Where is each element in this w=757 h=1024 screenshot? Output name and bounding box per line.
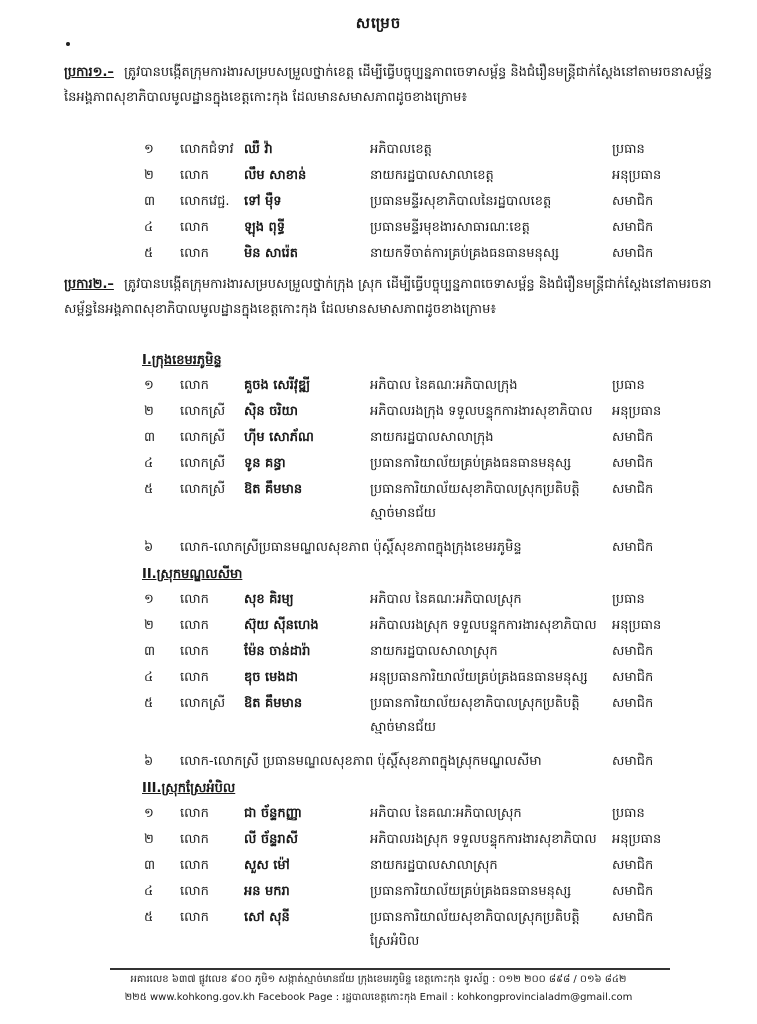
member-group-description: លោក-លោកស្រីប្រធានមណ្ឌលសុខភាព ប៉ុស្តិ៍សុខភាពក្នុងក្រុងខេមរភូមិន្ទ (180, 540, 522, 555)
member-number: ១ (144, 142, 154, 157)
member-honorific: លោក (180, 806, 209, 821)
member-name: គួចង សេរីវុឌ្ឍី (244, 378, 311, 393)
member-honorific: លោក (180, 644, 209, 659)
member-role: អភិបាលរងស្រុក ទទួលបន្ទុកការងារសុខាភិបាល (370, 832, 597, 847)
member-position: សមាជិក (612, 194, 654, 209)
member-name: ស៊ុយ ស៊ីនហេង (244, 618, 319, 633)
member-name: លី ច័ន្ទរាសី (244, 832, 299, 847)
member-role: អនុប្រធានការិយាល័យគ្រប់គ្រងធនធានមនុស្ស (370, 670, 588, 685)
section-heading: III.ស្រុកស្រែអំបិល (142, 781, 236, 796)
member-honorific: លោកស្រី (180, 696, 226, 711)
member-number: ៦ (144, 754, 154, 769)
member-role: ប្រធានការិយាល័យសុខាភិបាលស្រុកប្រតិបត្តិ (370, 910, 580, 925)
member-name: លឹម សាខាន់ (244, 168, 307, 183)
member-row (144, 802, 714, 826)
member-row (144, 828, 714, 852)
member-name: មិន សារ៉េត (244, 246, 299, 261)
member-honorific: លោក (180, 910, 209, 925)
member-honorific: លោកស្រី (180, 456, 226, 471)
member-role: ប្រធានការិយាល័យគ្រប់គ្រងធនធានមនុស្ស (370, 456, 572, 471)
member-position: ប្រធាន (612, 806, 645, 821)
footer-divider (110, 968, 670, 970)
member-role: អភិបាលខេត្ត (370, 142, 432, 157)
member-number: ៦ (144, 540, 154, 555)
member-number: ១ (144, 378, 154, 393)
section-heading: II.ស្រុកមណ្ឌលសីមា (142, 567, 243, 582)
member-row (144, 374, 714, 398)
member-role-continued: ស្មាច់មានជ័យ (370, 720, 437, 735)
member-name: សុខ គិរម្យ (244, 592, 294, 607)
member-number: ៣ (144, 194, 156, 209)
member-role: ប្រធានការិយាល័យគ្រប់គ្រងធនធានមនុស្ស (370, 884, 572, 899)
member-honorific: លោក (180, 884, 209, 899)
member-number: ៤ (144, 456, 154, 471)
member-row (144, 400, 714, 424)
member-name: ទូន គន្ធា (244, 456, 286, 471)
member-number: ៥ (144, 246, 154, 261)
member-number: ២ (144, 168, 154, 183)
member-row (144, 164, 714, 188)
member-role: អភិបាលរងស្រុក ទទួលបន្ទុកការងារសុខាភិបាល (370, 618, 597, 633)
member-role: នាយករដ្ឋបាលសាលាស្រុក (370, 644, 498, 659)
member-honorific: លោក (180, 670, 209, 685)
member-position: សមាជិក (612, 220, 654, 235)
member-name: សួស ម៉ៅ (244, 858, 290, 873)
member-position: សមាជិក (612, 482, 654, 497)
member-name: ហ៊ីម សោភ័ណ (244, 430, 314, 445)
member-honorific: លោកវេជ្ជ. (180, 194, 230, 209)
member-name: សៅ សុនី (244, 910, 290, 925)
member-honorific: លោកស្រី (180, 482, 226, 497)
member-name: ម៉ែន ចាន់ដារ៉ា (244, 644, 311, 659)
member-row-group (144, 536, 714, 560)
member-position: សមាជិក (612, 246, 654, 261)
member-position: សមាជិក (612, 670, 654, 685)
member-number: ២ (144, 618, 154, 633)
member-position: អនុប្រធាន (612, 404, 662, 419)
member-honorific: លោក (180, 832, 209, 847)
member-number: ៣ (144, 430, 156, 445)
member-row (144, 640, 714, 664)
member-role: អភិបាល នៃគណៈអភិបាលក្រុង (370, 378, 518, 393)
article-1 (64, 60, 714, 110)
bullet-mark (66, 42, 70, 46)
member-row (144, 190, 714, 214)
member-position: អនុប្រធាន (612, 168, 662, 183)
member-name: ឈឺ វ៉ា (244, 142, 273, 157)
member-honorific: លោក (180, 378, 209, 393)
member-honorific: លោក (180, 220, 209, 235)
member-role: ប្រធានការិយាល័យសុខាភិបាលស្រុកប្រតិបត្តិ (370, 696, 580, 711)
member-row (144, 854, 714, 878)
member-role: នាយកទីចាត់ការគ្រប់គ្រងធនធានមនុស្ស (370, 246, 560, 261)
member-name: ឌុច មេងដា (244, 670, 299, 685)
member-honorific: លោក (180, 246, 209, 261)
member-role-continued: ស្រែអំបិល (370, 934, 420, 949)
member-position: សមាជិក (612, 540, 654, 555)
member-role: ប្រធានមន្ទីរមុខងារសាធារណៈខេត្ត (370, 220, 530, 235)
member-position: អនុប្រធាន (612, 832, 662, 847)
footer-address: អគារលេខ ៦៣៧ ផ្លូវលេខ ៩០០ ភូមិ១ សង្កាត់ស្មាច់មានជ័យ ក្រុងខេមរភូមិន្ទ ខេត្តកោះកុង ទូរស័ព្ទ : ០១២ ២០០ ៨៩៨ / ០១៦ ៨៤២ (130, 974, 627, 985)
article-1-text: ត្រូវបានបង្កើតក្រុមការងារសម្របសម្រួលថ្នាក់ខេត្ត ដើម្បីធ្វើបច្ចុប្បន្នភាពចេទាសម្ព័ន្ធ និងជំរឿនមន្ត្រីជាក់ស្តែងនៅតាមរចនាសម្ព័ន្ធនៃអង្គភាពសុខាភិបាលមូលដ្ឋានក្នុងខេត្តកោះកុង ដែលមានសមាសភាពដូចខាងក្រោម៖ (64, 65, 713, 105)
member-honorific: លោក (180, 858, 209, 873)
member-position: សមាជិក (612, 754, 654, 769)
member-name: ស៊ិន ចរិយា (244, 404, 299, 419)
member-position: សមាជិក (612, 696, 654, 711)
member-number: ៥ (144, 696, 154, 711)
member-role: ប្រធានការិយាល័យសុខាភិបាលស្រុកប្រតិបត្តិ (370, 482, 580, 497)
article-2-text: ត្រូវបានបង្កើតក្រុមការងារសម្របសម្រួលថ្នាក់ក្រុង ស្រុក ដើម្បីធ្វើបច្ចុប្បន្នភាពចេទាសម្ព័ន្ធ និងជំរឿនមន្ត្រីជាក់ស្តែងនៅតាមរចនាសម្ព័ន្ធនៃអង្គភាពសុខាភិបាលមូលដ្ឋានក្នុងខេត្តកោះកុង ដែលមានសមាសភាពដូចខាងក្រោម៖ (64, 277, 712, 317)
member-position: សមាជិក (612, 456, 654, 471)
section-heading: I.ក្រុងខេមរភូមិន្ទ (142, 353, 222, 368)
member-name: ជា ច័ន្ទកញ្ញា (244, 806, 302, 821)
member-row (144, 588, 714, 612)
member-role-continued: ស្មាច់មានជ័យ (370, 506, 437, 521)
member-honorific: លោក (180, 592, 209, 607)
footer-contact: ២២៥ www.kohkong.gov.kh Facebook Page : រដ្ឋបាលខេត្តកោះកុង Email : kohkongprovincialadm@gmail.com (124, 992, 633, 1003)
member-position: អនុប្រធាន (612, 618, 662, 633)
member-name: ឱត គឹមមាន (244, 482, 303, 497)
member-name: ឱត គឹមមាន (244, 696, 303, 711)
member-honorific: លោកស្រី (180, 404, 226, 419)
member-honorific: លោកស្រី (180, 430, 226, 445)
member-number: ៥ (144, 482, 154, 497)
member-role: ប្រធានមន្ទីរសុខាភិបាលនៃរដ្ឋបាលខេត្ត (370, 194, 552, 209)
member-position: ប្រធាន (612, 142, 645, 157)
member-row (144, 242, 714, 266)
member-number: ៥ (144, 910, 154, 925)
member-row (144, 880, 714, 904)
member-row (144, 692, 714, 735)
member-role: អភិបាល នៃគណៈអភិបាលស្រុក (370, 592, 522, 607)
member-number: ១ (144, 592, 154, 607)
member-position: សមាជិក (612, 644, 654, 659)
member-position: សមាជិក (612, 884, 654, 899)
member-number: ៤ (144, 670, 154, 685)
member-position: សមាជិក (612, 910, 654, 925)
member-row (144, 666, 714, 690)
member-row (144, 216, 714, 240)
article-2 (64, 272, 714, 322)
member-position: ប្រធាន (612, 378, 645, 393)
member-row (144, 452, 714, 476)
member-role: នាយករដ្ឋបាលសាលាក្រុង (370, 430, 494, 445)
member-row (144, 906, 714, 949)
member-honorific: លោកជំទាវ (180, 142, 234, 157)
member-honorific: លោក (180, 168, 209, 183)
article-1-label: ប្រការ១.– (64, 65, 114, 80)
member-position: សមាជិក (612, 430, 654, 445)
member-honorific: លោក (180, 618, 209, 633)
member-row (144, 478, 714, 521)
member-row (144, 138, 714, 162)
member-row (144, 614, 714, 638)
member-number: ១ (144, 806, 154, 821)
member-number: ៣ (144, 858, 156, 873)
member-number: ៣ (144, 644, 156, 659)
member-position: ប្រធាន (612, 592, 645, 607)
member-number: ២ (144, 404, 154, 419)
member-role: នាយករដ្ឋបាលសាលាស្រុក (370, 858, 498, 873)
member-name: ទៅ ម៉ឺទ (244, 194, 282, 209)
member-position: សមាជិក (612, 858, 654, 873)
member-row-group (144, 750, 714, 774)
article-2-label: ប្រការ២.– (64, 277, 114, 292)
member-number: ៤ (144, 884, 154, 899)
member-role: អភិបាលរងក្រុង ទទួលបន្ទុកការងារសុខាភិបាល (370, 404, 593, 419)
member-role: អភិបាល នៃគណៈអភិបាលស្រុក (370, 806, 522, 821)
member-number: ២ (144, 832, 154, 847)
document-title: សម្រេច (355, 14, 402, 32)
member-name: ឡុង ពុទ្ធី (244, 220, 286, 235)
member-row (144, 426, 714, 450)
member-role: នាយករដ្ឋបាលសាលាខេត្ត (370, 168, 494, 183)
member-group-description: លោក-លោកស្រី ប្រធានមណ្ឌលសុខភាព ប៉ុស្តិ៍សុខភាពក្នុងស្រុកមណ្ឌលសីមា (180, 754, 542, 769)
member-number: ៤ (144, 220, 154, 235)
member-name: អន មករា (244, 884, 290, 899)
